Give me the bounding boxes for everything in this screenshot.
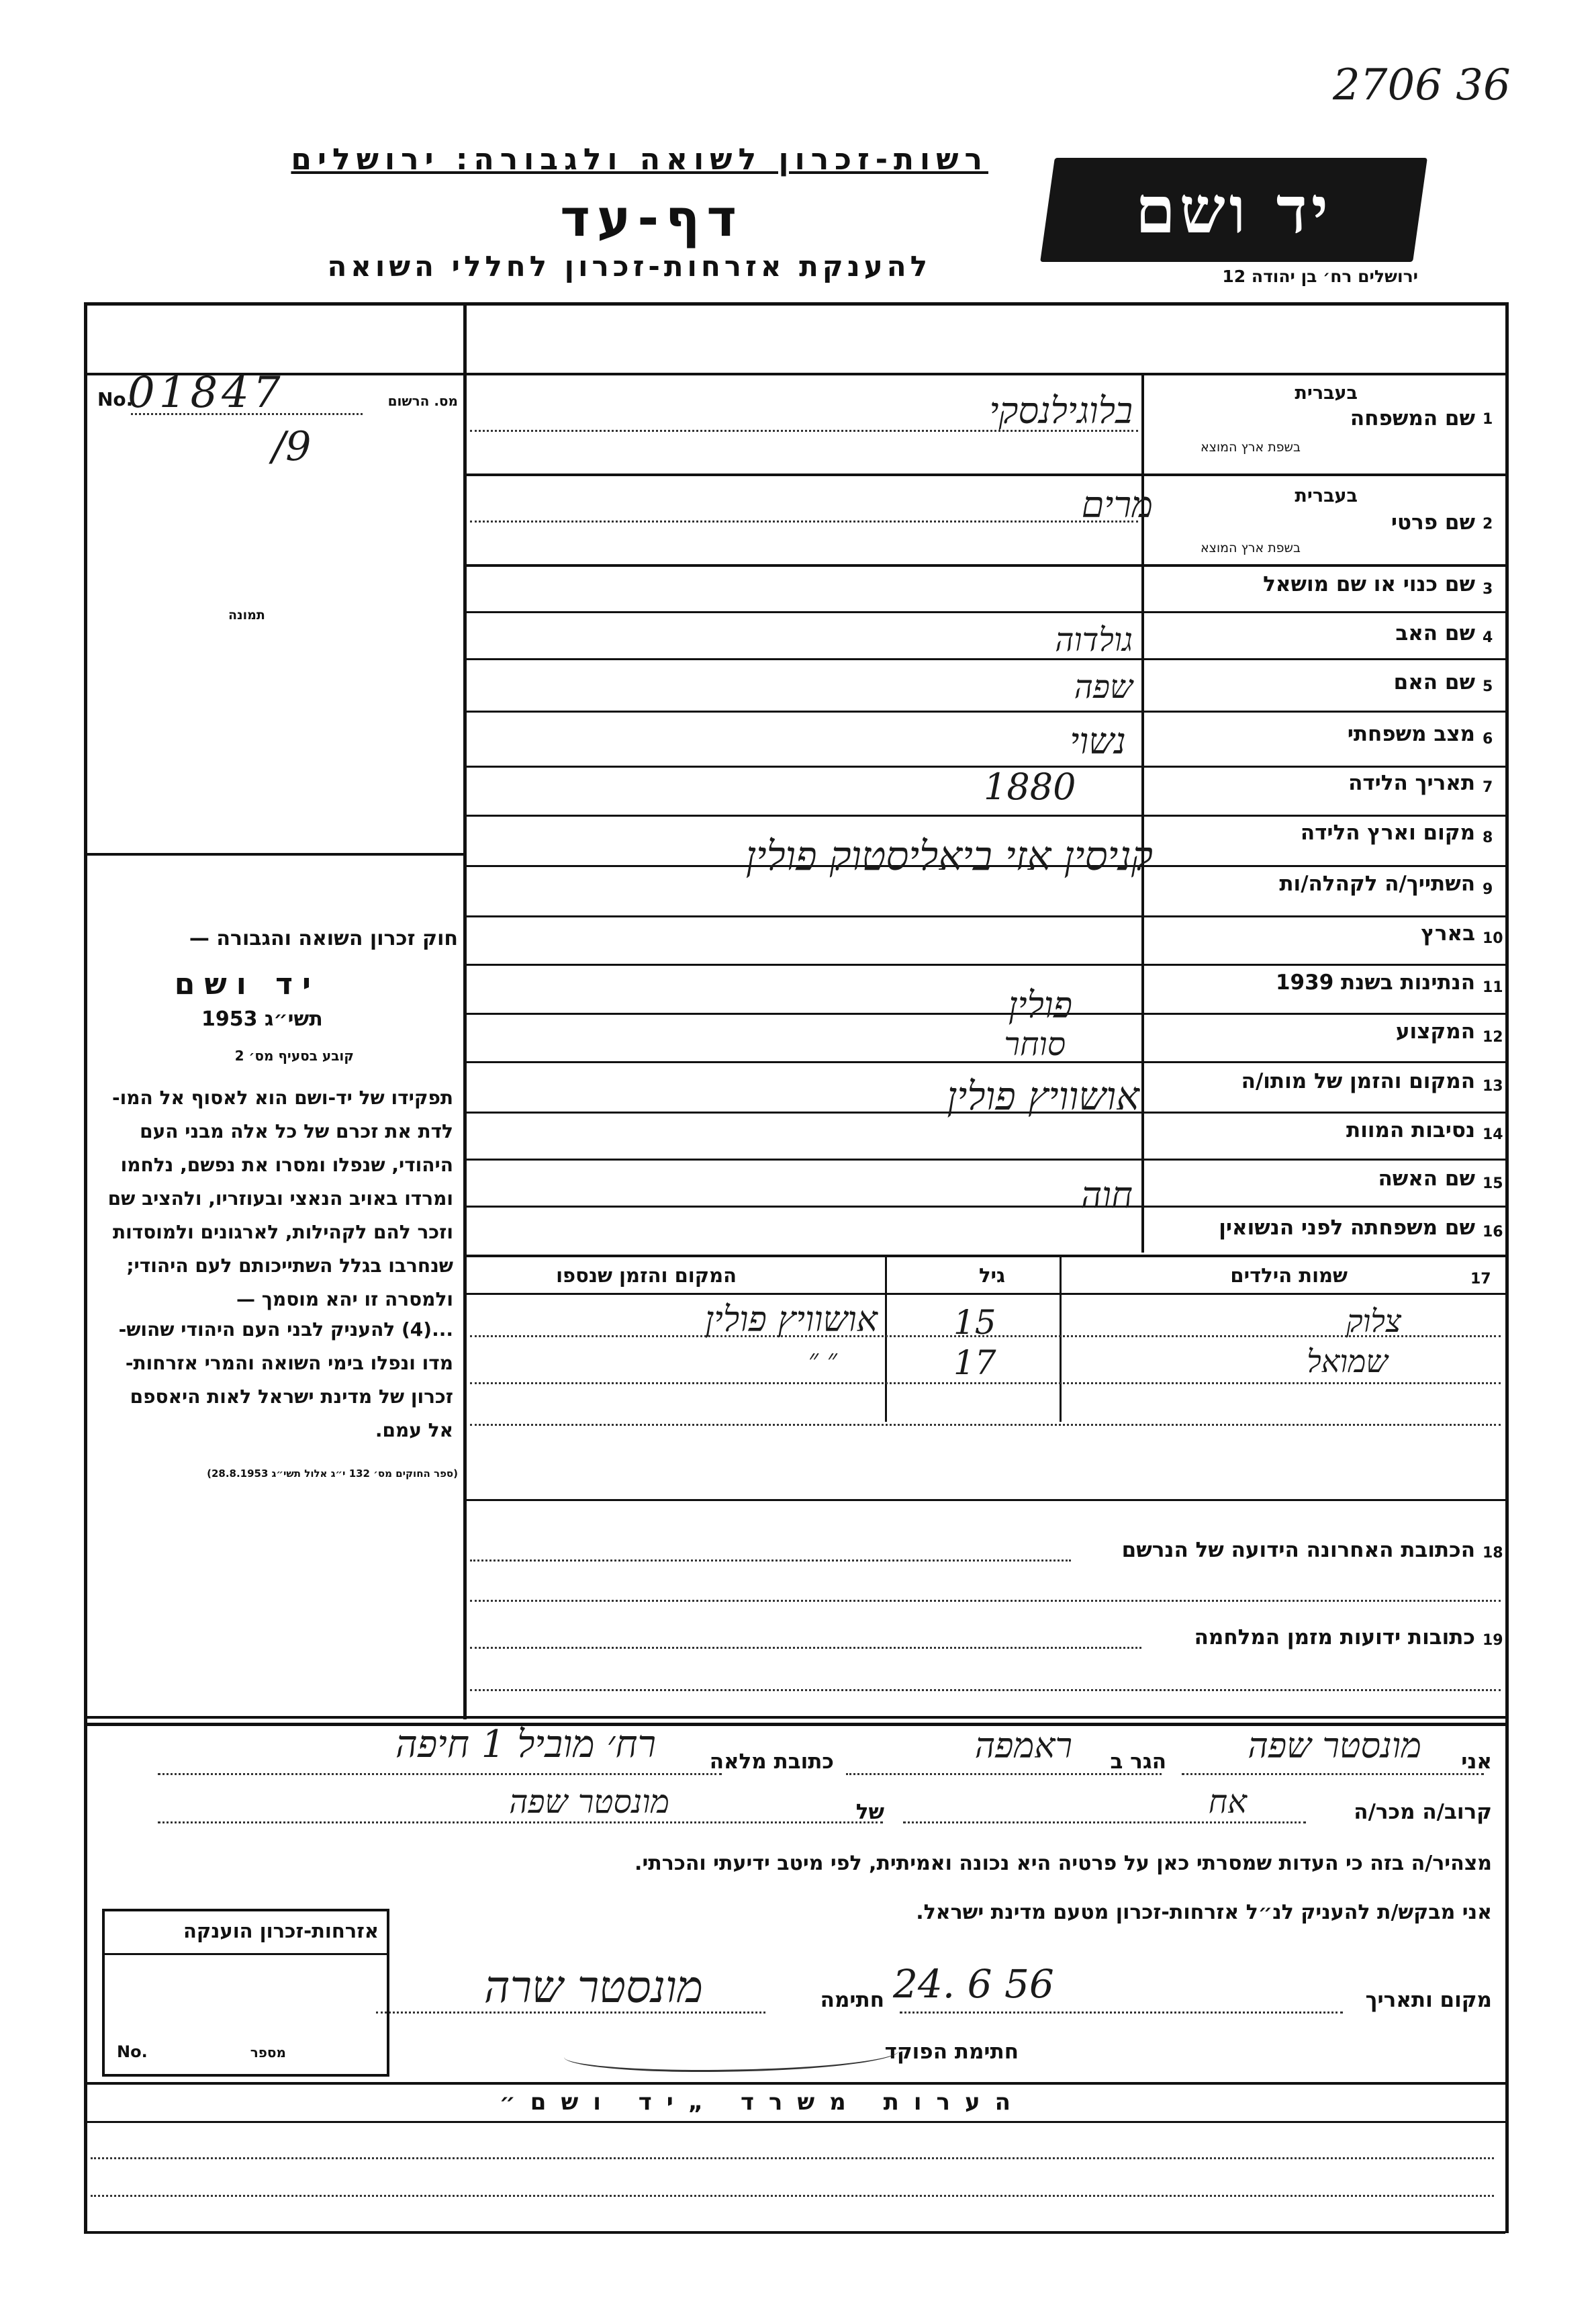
field-8-label: מקום וארץ הלידה: [1300, 821, 1475, 845]
field-6-value: נשוי: [1070, 720, 1126, 762]
decl-address-label: כתובת מלאה: [709, 1750, 834, 1774]
decl-officer-label: חתימת הפוקד: [884, 2040, 1019, 2064]
field-11-label: הנתינות בשנת 1939: [1275, 970, 1475, 995]
field-4-number: 4: [1483, 629, 1493, 646]
field-14-number: 14: [1483, 1126, 1503, 1143]
decl-relative-value: אח: [1208, 1783, 1247, 1821]
field-16-number: 16: [1483, 1224, 1503, 1240]
field-2-orig: בשפת ארץ המוצא: [1200, 541, 1301, 555]
decl-of-label: של: [855, 1800, 884, 1824]
decl-i-label: אני: [1461, 1750, 1492, 1774]
decl-i-line: [1182, 1773, 1484, 1775]
field-13-number: 13: [1483, 1078, 1503, 1095]
field-1-label: שם המשפחה: [1350, 406, 1475, 431]
stamp-box: [102, 1909, 389, 2077]
stamp-box-divider: [105, 1953, 387, 1955]
field-10-separator: [467, 964, 1505, 966]
field-19-line-2: [470, 1689, 1501, 1691]
decl-address-value: רח׳ מוביל 1 חיפה: [395, 1723, 656, 1766]
child-2-place: ״ ״: [808, 1344, 837, 1375]
field-5-value: שפה: [1074, 668, 1133, 706]
field-9-number: 9: [1483, 881, 1493, 898]
law-text-2: ...(4) להעניק לבני העם היהודי שהוש- מדו ונפלו בימי השואה והמרי אזרחות- זכרון של מדינת ישראל לאות היאספם אל עמם.: [118, 1318, 453, 1441]
child-1-age: 15: [953, 1303, 996, 1342]
stamp-box-number-label: מספר: [250, 2044, 286, 2061]
decl-signature-label: חתימה: [820, 1988, 884, 2012]
field-2-heb: בעברית: [1295, 486, 1358, 506]
form-title: דף-עד: [560, 188, 743, 248]
decl-signature-line: [376, 2012, 765, 2014]
field-3-number: 3: [1483, 581, 1493, 598]
children-header-age: גיל: [978, 1264, 1005, 1287]
children-number: 17: [1470, 1271, 1491, 1287]
decl-relative-line: [903, 1821, 1306, 1823]
decl-statement-1: מצהיר/ה בזה כי העדות שמסרתי כאן על פרטיה היא נכונה ואמיתית, לפי מיטב ידיעתי והכרתי.: [635, 1852, 1492, 1875]
field-7-label: תאריך הלידה: [1348, 771, 1475, 795]
left-panel-divider: [463, 302, 467, 1719]
reg-no-label: No.: [97, 388, 134, 410]
children-header-names: שמות הילדים: [1230, 1264, 1348, 1287]
archive-number: 2706 36: [1333, 60, 1511, 110]
law-source: (ספר החוקים מס׳ 132 י״ג אלול תשי״ג 28.8.1953): [207, 1467, 458, 1480]
field-15-label: שם האשה: [1378, 1167, 1475, 1191]
remarks-top: [84, 2082, 1505, 2085]
field-11-number: 11: [1483, 979, 1503, 996]
field-8-value: קניסין אזי ביאליסטוק פולין: [745, 833, 1153, 880]
field-15-number: 15: [1483, 1175, 1503, 1192]
remarks-header-line: [84, 2121, 1505, 2123]
field-2-label: שם פרטי: [1391, 510, 1475, 535]
field-19-number: 19: [1483, 1632, 1503, 1649]
decl-i-value: מונסטר שפה: [1248, 1726, 1421, 1766]
law-name: יד ושם: [174, 967, 320, 1001]
field-5-separator: [467, 711, 1505, 713]
left-panel-mid-line: [84, 853, 465, 856]
logo-text: יד ושם: [1135, 172, 1333, 248]
field-2-number: 2: [1483, 516, 1493, 533]
field-13-label: המקום והזמן של מותו/ה: [1241, 1069, 1475, 1093]
field-4-value: גולדוה: [1055, 621, 1133, 659]
field-10-label: בארץ: [1421, 921, 1475, 946]
field-13-value: אושוויץ פולין: [947, 1073, 1139, 1119]
field-16-separator: [467, 1255, 1505, 1257]
field-19-label: כתובות ידועות מזמן המלחמה: [1194, 1625, 1475, 1649]
stamp-box-no-label: No.: [117, 2042, 148, 2061]
field-4-separator: [467, 658, 1505, 660]
field-18-number: 18: [1483, 1545, 1503, 1562]
reg-no-suffix: /9: [272, 423, 312, 470]
field-8-number: 8: [1483, 829, 1493, 846]
remarks-line-2: [91, 2195, 1494, 2197]
decl-place-date-label: מקום ותאריך: [1365, 1988, 1492, 2012]
field-9-label: השתייך/ה לקהלה/ות: [1279, 872, 1475, 896]
field-2-separator: [467, 564, 1505, 567]
remarks-line-1: [91, 2157, 1494, 2159]
field-1-orig: בשפת ארץ המוצא: [1200, 440, 1301, 455]
decl-place-date-line: [900, 2012, 1343, 2014]
law-year: 1953: [201, 1007, 258, 1031]
logo-address: ירושלים רח׳ בן יהודה 12: [1222, 267, 1418, 286]
field-11-value: פולין: [1008, 984, 1072, 1026]
field-1-value: בלוגילנסקי: [989, 390, 1133, 432]
field-12-separator: [467, 1061, 1505, 1063]
children-header-line: [467, 1293, 1505, 1295]
field-12-value: סוחר: [1004, 1026, 1066, 1063]
child-2-name: שמואל: [1307, 1343, 1388, 1380]
field-18-line: [470, 1560, 1071, 1562]
field-7-value: 1880: [984, 766, 1076, 808]
children-row-line-2: [470, 1382, 1501, 1384]
authority-title: רשות-זכרון לשואה ולגבורה: ירושלים: [291, 142, 988, 177]
reg-label: מס. הרשום: [387, 393, 458, 409]
field-2-value: מרים: [1081, 484, 1153, 526]
form-subtitle: להענקת אזרחות-זכרון לחללי השואה: [327, 250, 931, 283]
law-section: קובע בסעיף מס׳ 2: [234, 1048, 354, 1064]
child-1-name: צלוק: [1346, 1303, 1401, 1339]
field-15-value: חוה: [1080, 1174, 1133, 1216]
children-header-place: המקום והזמן שנספו: [556, 1264, 737, 1287]
decl-date-value: 24. 6 56: [893, 1961, 1054, 2007]
field-15-separator: [467, 1206, 1505, 1208]
field-1-separator: [467, 473, 1505, 476]
field-2-line: [470, 521, 1138, 523]
decl-signature-value: מונסטר שרה: [483, 1961, 703, 2013]
field-3-label: שם כנוי או שם מושאל: [1263, 572, 1475, 596]
children-col-1: [885, 1257, 887, 1422]
field-1-heb: בעברית: [1295, 383, 1358, 404]
field-14-label: נסיבות המוות: [1346, 1118, 1475, 1142]
field-6-number: 6: [1483, 731, 1493, 748]
field-6-label: מצב משפחתי: [1347, 722, 1475, 746]
field-7-number: 7: [1483, 779, 1493, 796]
field-14-separator: [467, 1159, 1505, 1161]
field-5-label: שם האם: [1393, 670, 1475, 694]
decl-relative-label: קרוב/ה מכר/ה: [1354, 1800, 1492, 1824]
children-row-line-3: [470, 1424, 1501, 1426]
law-heading: חוק זכרון השואה והגבורה —: [189, 927, 458, 950]
child-2-age: 17: [953, 1343, 996, 1382]
field-16-label: שם משפחתה לפני הנשואין: [1219, 1216, 1475, 1240]
field-1-line: [470, 430, 1138, 432]
field-10-number: 10: [1483, 930, 1503, 947]
reg-no-line: [131, 413, 363, 415]
section-18-top: [467, 1499, 1505, 1501]
remarks-bottom: [84, 2231, 1505, 2234]
field-12-label: המקצוע: [1395, 1020, 1475, 1044]
remarks-title: הערות משרד „יד ושם״: [499, 2089, 1025, 2116]
field-3-separator: [467, 611, 1505, 613]
decl-of-line: [158, 1821, 883, 1823]
field-18-label: הכתובת האחרונה הידועה של הנרשם: [1121, 1538, 1475, 1562]
field-19-line: [470, 1647, 1141, 1649]
reg-no-value: 01847: [128, 368, 285, 418]
decl-resides-line: [846, 1773, 1162, 1775]
decl-statement-2: אני מבקש/ת להעניק לנ״ל אזרחות-זכרון מטעם מדינת ישראל.: [916, 1901, 1492, 1924]
field-7-separator: [467, 815, 1505, 817]
field-1-number: 1: [1483, 411, 1493, 428]
stamp-box-title: אזרחות-זכרון הוענקה: [183, 1919, 379, 1942]
field-5-number: 5: [1483, 678, 1493, 695]
field-18-line-2: [470, 1600, 1501, 1602]
field-12-number: 12: [1483, 1029, 1503, 1046]
decl-resides-label: הגר ב: [1110, 1750, 1166, 1774]
field-9-separator: [467, 915, 1505, 917]
top-header-line: [84, 373, 1505, 375]
law-year-heb: תשי״ג: [264, 1007, 323, 1031]
decl-resides-value: ראמפה: [974, 1726, 1072, 1766]
photo-label: תמונה: [228, 608, 265, 623]
field-11-separator: [467, 1013, 1505, 1015]
decl-address-line: [158, 1773, 722, 1775]
law-text-1: תפקידו של יד-ושם הוא לאסוף אל המו- לדת את זכרם של כל אלה מבני העם היהודי, שנפלו ומסרו את נפשם, נלחמו ומרדו באויב הנאצי ובעוזריו, ולהציב שם וזכר להם לקהילות, לארגונים ולמוסדות שנחרבו בגלל השתייכותם לעם היהודי; ולמסרה זו יהא מוסמך —: [107, 1087, 453, 1310]
child-1-place: אושוויץ פולין: [705, 1300, 878, 1340]
decl-of-value: מונסטר שפה: [509, 1783, 669, 1821]
yad-vashem-logo: [1040, 158, 1427, 262]
field-4-label: שם האב: [1395, 621, 1475, 645]
law-year-line: [201, 1007, 323, 1031]
children-col-2: [1060, 1257, 1062, 1422]
